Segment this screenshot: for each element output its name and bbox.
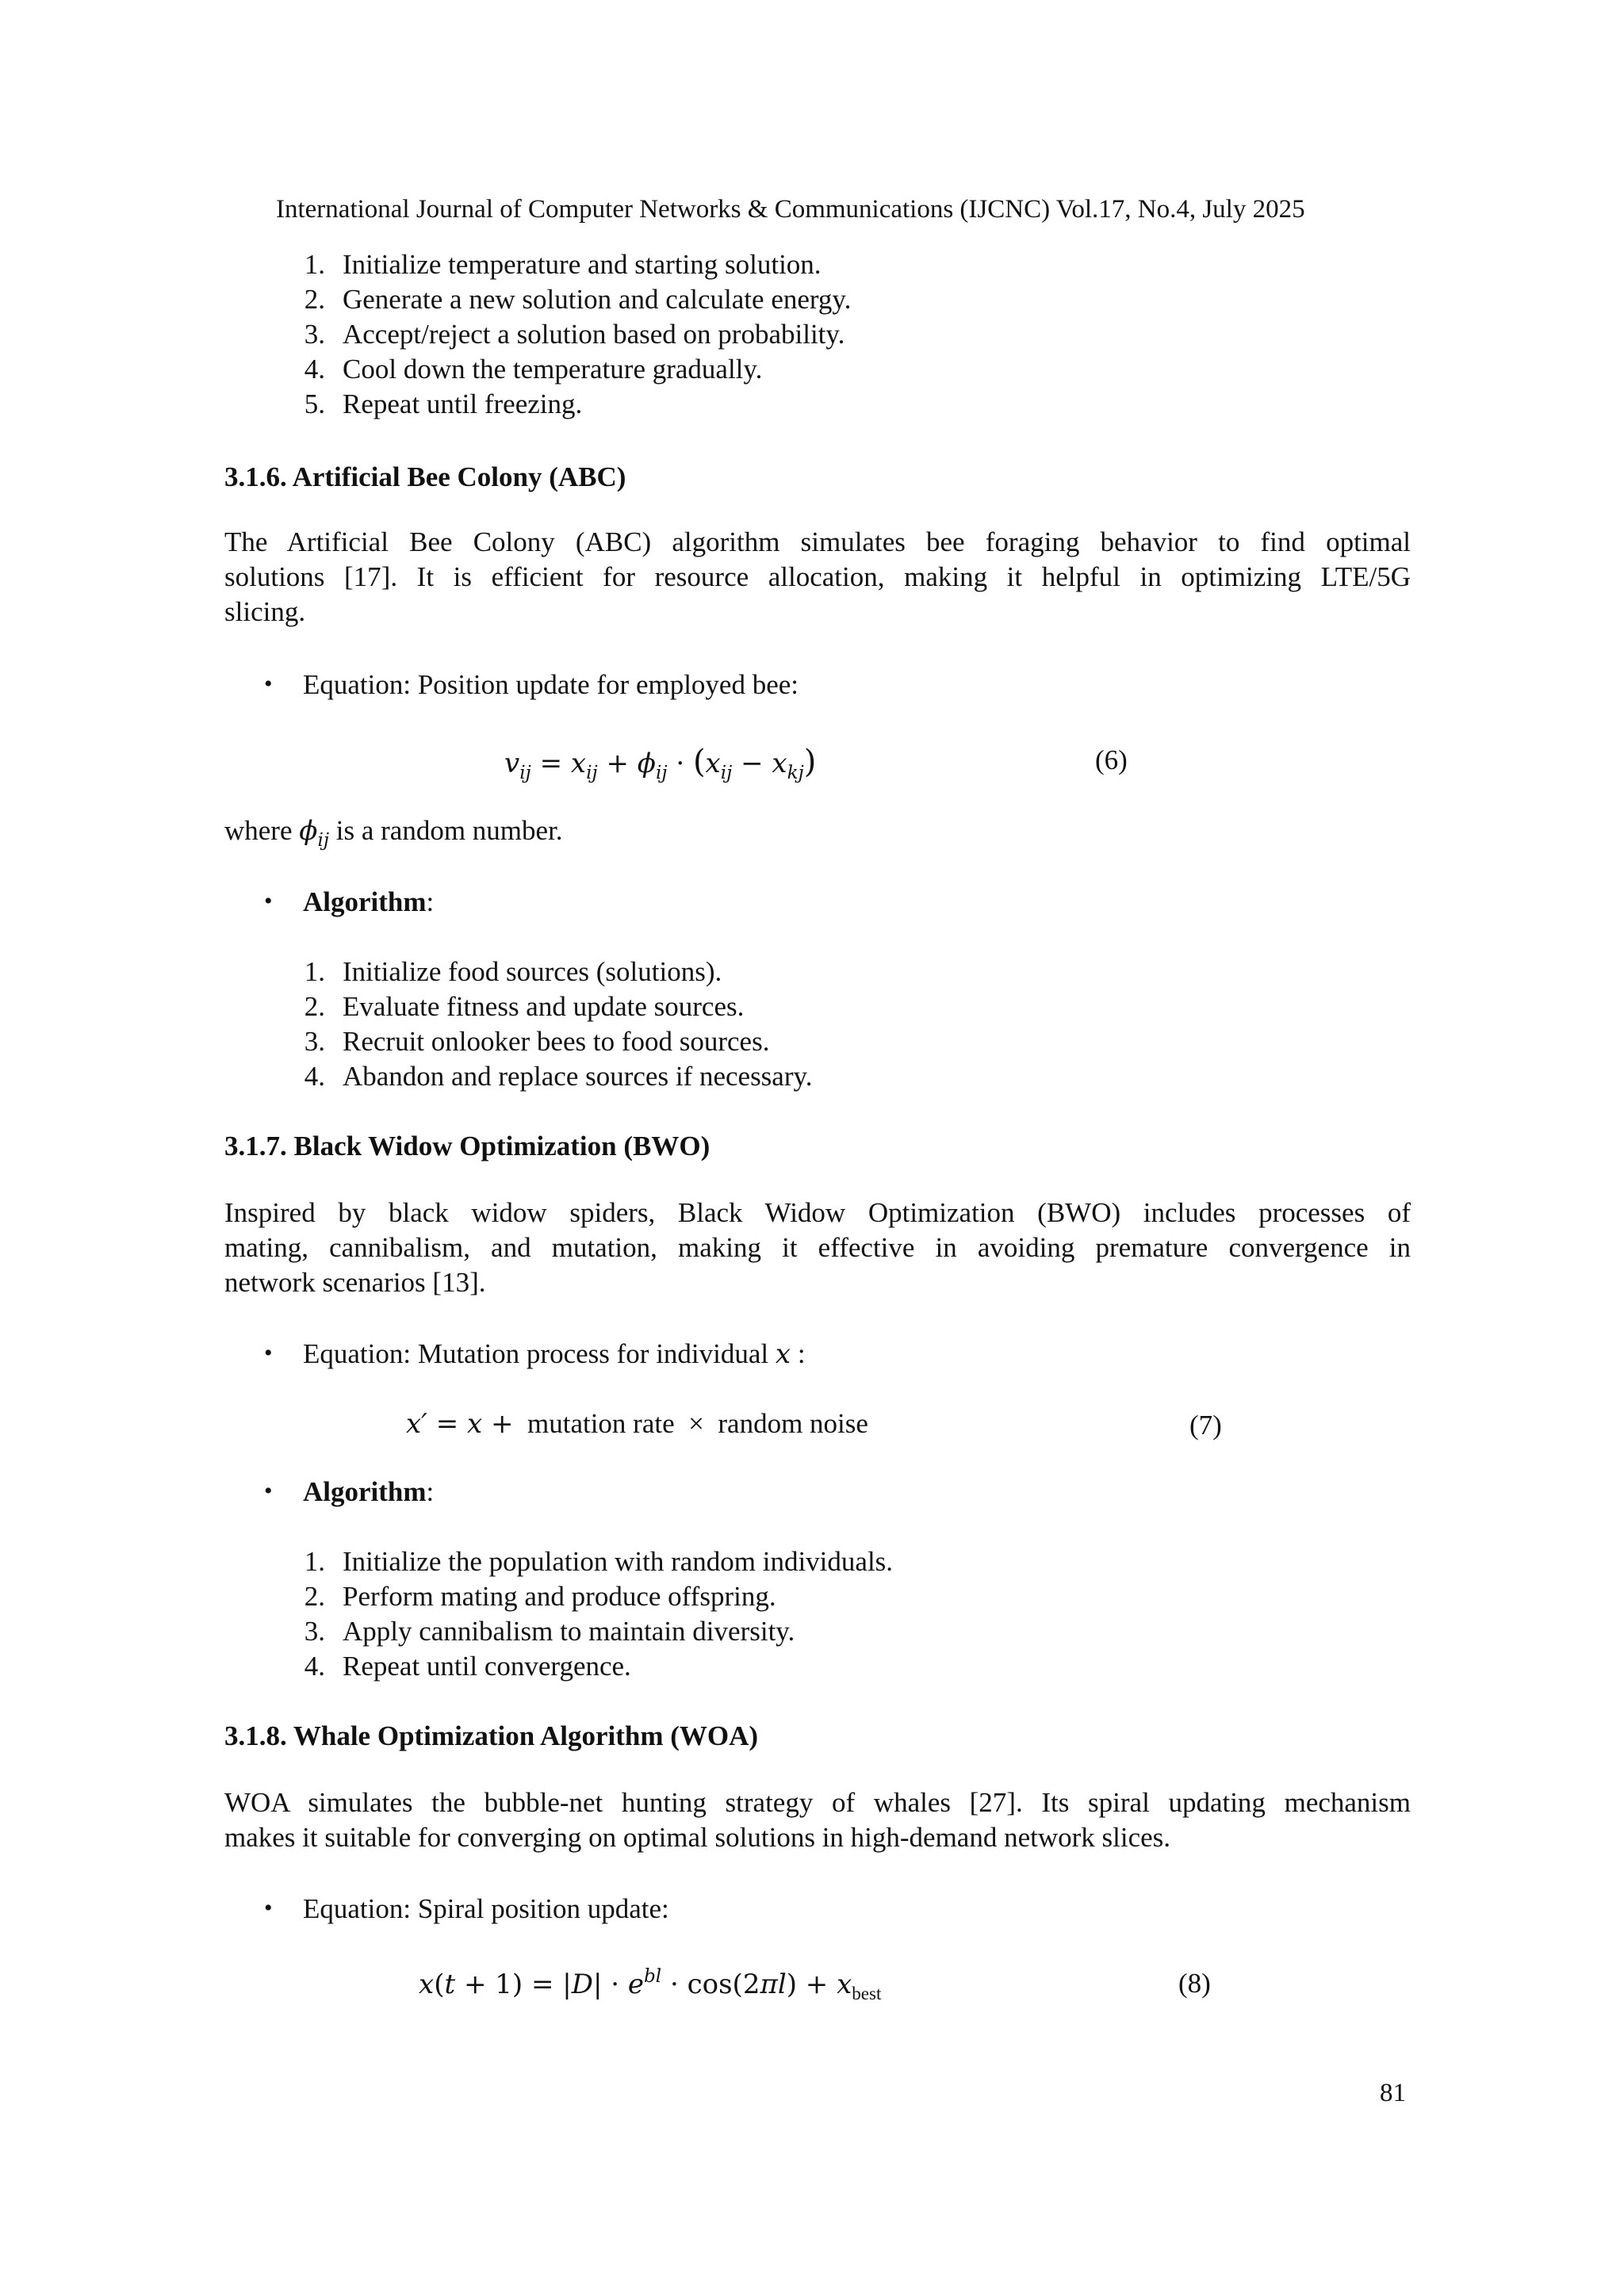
bullet-icon: •: [264, 888, 273, 914]
equation-8: $x(t + 1) = |D| \cdot e^{bl} \cdot \cos(2\pi l) + x_{best}$: [419, 1966, 882, 2004]
equation-text: random noise: [718, 1408, 868, 1439]
page-number: 81: [1380, 2079, 1406, 2107]
bullet-icon: •: [264, 1895, 273, 1921]
bwo-equation-bullet: [303, 1338, 806, 1370]
list-item-number: 2.: [304, 991, 325, 1022]
section-heading-bwo: 3.1.7. Black Widow Optimization (BWO): [224, 1131, 710, 1161]
section-heading-abc: 3.1.6. Artificial Bee Colony (ABC): [224, 461, 626, 492]
where-text-post: is a random number.: [329, 815, 563, 846]
subscript-best: best: [852, 1983, 882, 2004]
list-item: Initialize the population with random individuals.: [343, 1546, 894, 1577]
list-item: Initialize temperature and starting solution.: [343, 249, 822, 280]
list-item: Generate a new solution and calculate energy.: [343, 284, 852, 315]
bullet-icon: •: [264, 1478, 273, 1504]
paragraph-line: network scenarios [13].: [224, 1267, 486, 1298]
equation-number: (7): [1189, 1410, 1222, 1441]
algorithm-label: Algorithm: [303, 1476, 427, 1507]
list-item-number: 5.: [304, 388, 325, 419]
bullet-text-end: :: [791, 1338, 806, 1369]
list-item-number: 1.: [304, 1546, 325, 1577]
list-item-number: 1.: [304, 249, 325, 280]
bullet-icon: •: [264, 1340, 273, 1366]
abc-paragraph: [224, 525, 1411, 629]
woa-equation-bullet: Equation: Spiral position update:: [303, 1893, 669, 1924]
woa-paragraph: [224, 1785, 1411, 1855]
phi-symbol: $\phi_{ij}$: [299, 815, 330, 851]
list-item-number: 3.: [304, 1026, 325, 1057]
paragraph-line: mating, cannibalism, and mutation, making it effective in avoiding premature convergence in: [224, 1232, 1411, 1263]
equation-7: x′ = x + mutation rate × random noise: [406, 1408, 868, 1440]
journal-header: International Journal of Computer Networks & Communications (IJCNC) Vol.17, No.4, July 2025: [276, 195, 1305, 224]
equation-number: (6): [1095, 744, 1128, 775]
equation-6: $v_{ij} = x_{ij} + \phi_{ij} \cdot (x_{ij} - x_{kj})$: [504, 744, 817, 784]
equation-number: (8): [1178, 1968, 1211, 1999]
list-item: Abandon and replace sources if necessary.: [343, 1061, 813, 1092]
bullet-icon: •: [264, 671, 273, 697]
list-item: Apply cannibalism to maintain diversity.: [343, 1616, 795, 1647]
abc-where-line: [224, 813, 563, 858]
list-item: Initialize food sources (solutions).: [343, 956, 722, 987]
list-item: Perform mating and produce offspring.: [343, 1581, 776, 1612]
label-colon: :: [426, 1476, 435, 1507]
list-item: Evaluate fitness and update sources.: [343, 991, 745, 1022]
bullet-text: Equation: Mutation process for individual: [303, 1338, 776, 1369]
where-text-pre: where: [224, 815, 300, 846]
list-item: Repeat until convergence.: [343, 1651, 631, 1682]
abc-algorithm-label: [303, 886, 434, 918]
list-item: Repeat until freezing.: [343, 388, 583, 419]
list-item-number: 2.: [304, 284, 325, 315]
paragraph-line: The Artificial Bee Colony (ABC) algorithm simulates bee foraging behavior to find optimal: [224, 526, 1411, 557]
list-item: Accept/reject a solution based on probability.: [343, 319, 845, 350]
list-item-number: 4.: [304, 1651, 325, 1682]
list-item-number: 3.: [304, 319, 325, 350]
label-colon: :: [426, 886, 435, 917]
math-variable: x: [775, 1338, 791, 1370]
list-item-number: 1.: [304, 956, 325, 987]
abc-equation-bullet: Equation: Position update for employed bee:: [303, 669, 799, 700]
list-item: Cool down the temperature gradually.: [343, 354, 763, 385]
list-item: Recruit onlooker bees to food sources.: [343, 1026, 770, 1057]
list-item-number: 3.: [304, 1616, 325, 1647]
paragraph-line: makes it suitable for converging on optimal solutions in high-demand network slices.: [224, 1822, 1171, 1853]
algorithm-label: Algorithm: [303, 886, 427, 917]
equation-text: mutation rate: [527, 1408, 675, 1439]
paragraph-line: solutions [17]. It is efficient for resource allocation, making it helpful in optimizing LTE/5G: [224, 561, 1411, 592]
list-item-number: 4.: [304, 1061, 325, 1092]
paragraph-line: Inspired by black widow spiders, Black Widow Optimization (BWO) includes processes of: [224, 1197, 1411, 1228]
section-heading-woa: 3.1.8. Whale Optimization Algorithm (WOA): [224, 1720, 759, 1751]
list-item-number: 4.: [304, 354, 325, 385]
bwo-algorithm-label: [303, 1476, 434, 1508]
list-item-number: 2.: [304, 1581, 325, 1612]
bwo-paragraph: [224, 1196, 1411, 1300]
paragraph-line: slicing.: [224, 596, 306, 627]
paragraph-line: WOA simulates the bubble-net hunting strategy of whales [27]. Its spiral updating mechanism: [224, 1787, 1411, 1818]
